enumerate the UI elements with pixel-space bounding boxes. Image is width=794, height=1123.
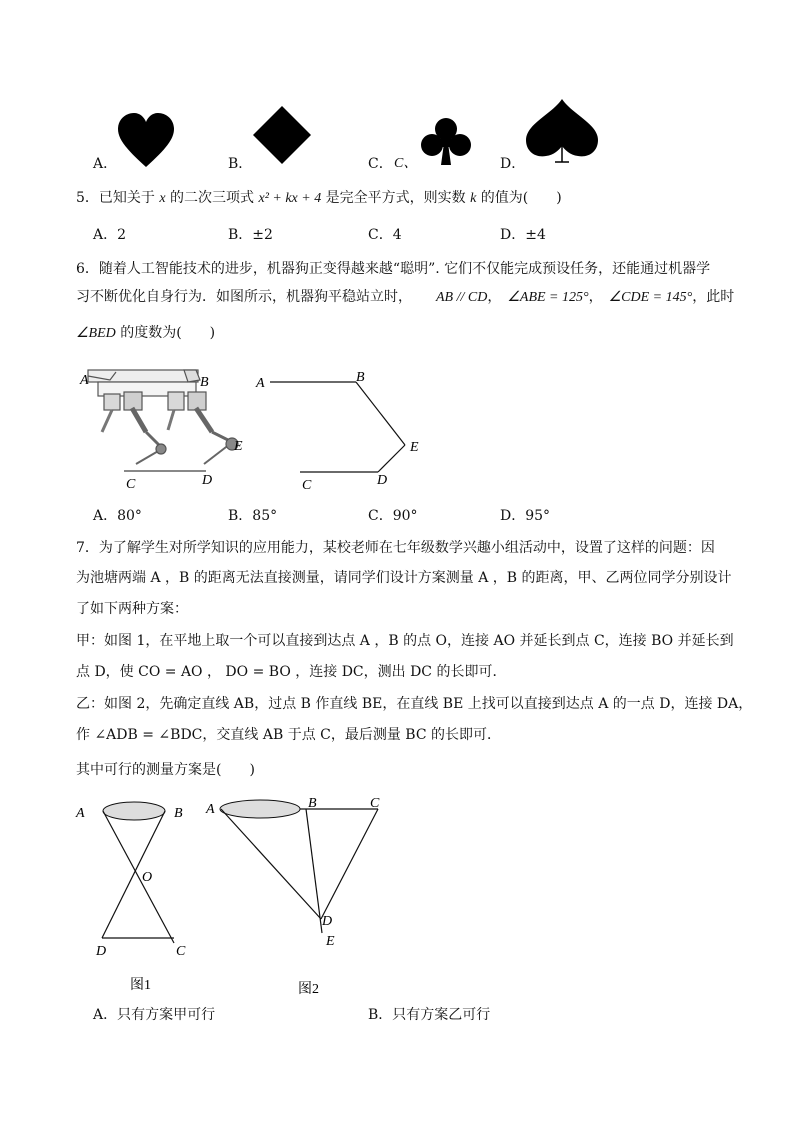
q5-stem: 5．已知关于 x 的二次三项式 x² + kx + 4 是完全平方式，则实数 k 的值为( ) <box>76 190 562 206</box>
q6-option-d: D．95° <box>500 508 551 524</box>
diagram-label-c: C <box>302 478 312 493</box>
heart-icon <box>116 113 176 169</box>
q7-figure-2 <box>202 793 392 1003</box>
diagram-label-e: E <box>410 440 419 455</box>
q4-option-c-mark: C、 <box>394 156 418 171</box>
diagram-label-a: A <box>256 376 265 391</box>
diagram-label-b: B <box>356 370 365 385</box>
q6-option-a: A．80° <box>93 508 142 524</box>
q7-option-a: A．只有方案甲可行 <box>93 1007 216 1023</box>
q6-angle-diagram <box>250 365 430 495</box>
robot-label-b: B <box>200 375 209 390</box>
q6-line-1: 6．随着人工智能技术的进步，机器狗正变得越来越“聪明”. 它们不仅能完成预设任务，还能通过机器学 <box>76 261 711 277</box>
q6-option-b: B．85° <box>228 508 278 524</box>
fig2-label-a: A <box>206 802 215 817</box>
q7-line-1: 7．为了解学生对所学知识的应用能力，某校老师在七年级数学兴趣小组活动中，设置了这样的问题：因 <box>76 540 715 556</box>
q4-option-b-label: B． <box>228 156 253 172</box>
q6-line-3: ∠BED 的度数为( ) <box>76 325 216 341</box>
robot-label-d: D <box>202 473 213 488</box>
q4-option-c-label: C． <box>368 156 393 172</box>
club-icon <box>419 117 473 167</box>
fig2-label-c: C <box>370 796 380 811</box>
diagram-label-d: D <box>377 473 388 488</box>
q7-option-b: B．只有方案乙可行 <box>368 1007 491 1023</box>
q7-figure-1 <box>74 795 204 995</box>
diamond-icon <box>252 105 312 165</box>
q5-option-d: D．±4 <box>500 227 546 243</box>
fig1-caption: 图1 <box>130 978 151 993</box>
q5-option-b: B．±2 <box>228 227 273 243</box>
fig2-label-e: E <box>326 934 335 949</box>
q7-line-2: 为池塘两端 A ，B 的距离无法直接测量，请同学们设计方案测量 A ，B 的距离，甲、乙两位同学分别设计 <box>76 570 732 586</box>
q7-question: 其中可行的测量方案是( ) <box>76 762 255 778</box>
q7-plan-yi-1: 乙：如图 2，先确定直线 AB，过点 B 作直线 BE，在直线 BE 上找可以直接到达点 A 的一点 D，连接 DA， <box>76 696 753 712</box>
robot-label-c: C <box>126 477 136 492</box>
q7-plan-jia-2: 点 D，使 CO = AO ， DO = BO ，连接 DC，测出 DC 的长即可． <box>76 664 507 680</box>
fig2-label-b: B <box>308 796 317 811</box>
fig2-caption: 图2 <box>298 982 319 997</box>
q6-line-2: 习不断优化自身行为．如图所示，机器狗平稳站立时， AB // CD， ∠ABE = 125°， ∠CDE = 145°，此时 <box>76 289 735 305</box>
q7-plan-yi-2: 作 ∠ADB = ∠BDC，交直线 AB 于点 C，最后测量 BC 的长即可． <box>76 727 502 743</box>
spade-icon <box>524 98 600 164</box>
fig2-label-d: D <box>322 914 333 929</box>
fig1-label-d: D <box>96 944 107 959</box>
q4-option-d-label: D． <box>500 156 526 172</box>
q6-option-c: C．90° <box>368 508 418 524</box>
q7-line-3: 了如下两种方案： <box>76 601 188 617</box>
robot-label-a: A <box>80 373 89 388</box>
fig1-label-a: A <box>76 806 85 821</box>
q7-plan-jia-1: 甲：如图 1，在平地上取一个可以直接到达点 A ，B 的点 O，连接 AO 并延长到点 C，连接 BO 并延长到 <box>76 633 734 649</box>
robot-dog-figure <box>76 362 252 492</box>
q5-option-a: A．2 <box>93 227 127 243</box>
robot-label-e: E <box>234 439 243 454</box>
q4-option-a-label: A． <box>93 156 118 172</box>
fig1-label-o: O <box>142 870 153 885</box>
q5-option-c: C．4 <box>368 227 402 243</box>
fig1-label-b: B <box>174 806 183 821</box>
fig1-label-c: C <box>176 944 186 959</box>
